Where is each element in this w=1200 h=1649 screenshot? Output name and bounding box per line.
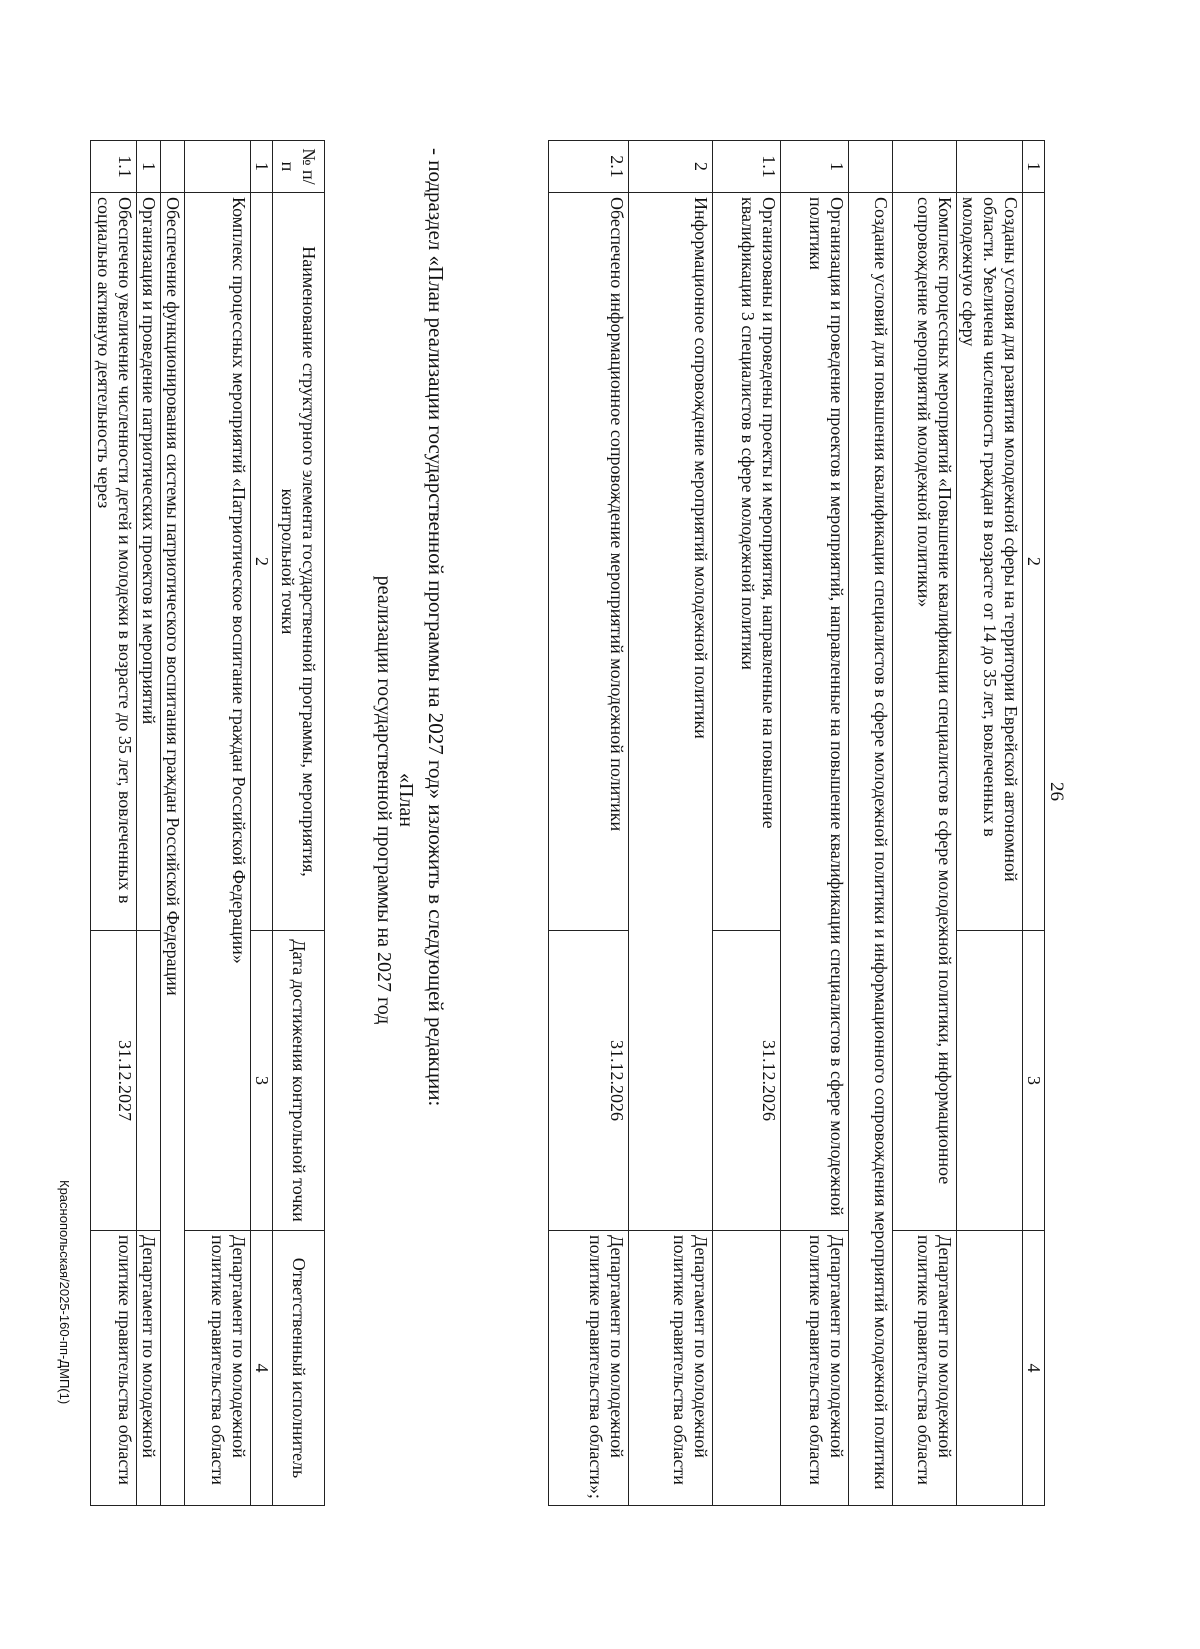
table-row	[185, 141, 251, 1506]
header-numbers-row	[251, 141, 273, 1506]
date-cell	[137, 931, 161, 1231]
name-cell: Обеспечено информационное сопровождение мероприятий молодежной политики	[549, 193, 629, 931]
name-cell: Созданы условия для развития молодежной сферы на территории Еврейской автономной области. Увеличена численность граждан в возрасте от 14 до 35 лет, вовлеченных в молодежную сферу	[957, 193, 1023, 931]
plan-title-line: реализации государственной программы на 2027 год	[373, 575, 395, 1025]
section-row	[849, 141, 893, 1506]
header-num-cell: 4	[251, 1231, 273, 1506]
name-cell: Организованы и проведены проекты и мероприятия, направленные на повышение квалификации 3 специалистов в сфере молодежной политики	[713, 193, 781, 931]
plan-table-2026	[548, 140, 1045, 1506]
header-num-cell: 1	[251, 141, 273, 193]
num-cell	[849, 141, 893, 193]
plan-title	[373, 250, 417, 1350]
executor-cell: политике правительства области	[91, 1231, 137, 1506]
name-cell: Комплекс процессных мероприятий «Повышение квалификации специалистов в сфере молодежной политики, информационное сопровождение мероприятий молодежной политики»	[893, 193, 957, 1231]
table-row	[137, 141, 161, 1506]
table-row	[713, 141, 781, 1506]
num-cell	[185, 141, 251, 193]
num-cell: 2	[629, 141, 713, 193]
header-num-cell: 2	[1023, 193, 1045, 931]
name-cell: Обеспечено увеличение численности детей и молодежи в возрасте до 35 лет, вовлеченных в социально активную деятельность через	[91, 193, 137, 931]
num-cell	[893, 141, 957, 193]
name-cell: Информационное сопровождение мероприятий молодежной политики	[629, 193, 713, 1231]
section-row	[161, 141, 185, 1506]
name-cell: Организация и проведение патриотических проектов и мероприятий	[137, 193, 161, 931]
date-cell	[957, 931, 1023, 1231]
header-num: № п/п	[273, 141, 325, 193]
name-cell: Организация и проведение проектов и мероприятий, направленные на повышение квалификации специалистов в сфере молодежной политики	[781, 193, 849, 1231]
header-num-cell: 1	[1023, 141, 1045, 193]
num-cell	[161, 141, 185, 193]
page-number: 26	[1046, 782, 1067, 801]
executor-cell: Департамент по молодежной	[137, 1231, 161, 1506]
num-cell: 1	[137, 141, 161, 193]
plan-title-line: «План	[395, 772, 417, 827]
name-cell: Комплекс процессных мероприятий «Патриотическое воспитание граждан Российской Федерации»	[185, 193, 251, 1231]
date-cell: 31.12.2026	[549, 931, 629, 1231]
section-cell: Создание условий для повышения квалификации специалистов в сфере молодежной политики и информационного сопровождения мероприятий молодежной политики	[849, 193, 893, 1506]
header-num-cell: 2	[251, 193, 273, 931]
header-executor: Ответственный исполнитель	[273, 1231, 325, 1506]
executor-cell: Департамент по молодежной политике правительства области	[185, 1231, 251, 1506]
document-footer: Краснопольская/2025-160-пп-ДМП(1)	[57, 1180, 72, 1405]
date-cell: 31.12.2026	[713, 931, 781, 1231]
table-row	[781, 141, 849, 1506]
header-name: Наименование структурного элемента государственной программы, мероприятия, контрольной точки	[273, 193, 325, 931]
executor-cell: Департамент по молодежной политике правительства области»;	[549, 1231, 629, 1506]
header-num-cell: 3	[251, 931, 273, 1231]
num-cell: 1.1	[713, 141, 781, 193]
header-date: Дата достижения контрольной точки	[273, 931, 325, 1231]
table-row	[91, 141, 137, 1506]
num-cell: 1	[781, 141, 849, 193]
num-cell	[957, 141, 1023, 193]
header-num-cell: 3	[1023, 931, 1045, 1231]
header-row	[273, 141, 325, 1506]
executor-cell: Департамент по молодежной политике правительства области	[781, 1231, 849, 1506]
table-row	[629, 141, 713, 1506]
header-num-cell: 4	[1023, 1231, 1045, 1506]
table-row	[549, 141, 629, 1506]
header-numbers-row	[1023, 141, 1045, 1506]
section-cell: Обеспечение функционирования системы патриотического воспитания граждан Российской Федерации	[161, 193, 185, 1506]
executor-cell: Департамент по молодежной политике правительства области	[629, 1231, 713, 1506]
num-cell: 1.1	[91, 141, 137, 193]
section-paragraph: - подраздел «План реализации государственной программы на 2027 год» изложить в следующей редакции:	[424, 148, 448, 1107]
table-row	[893, 141, 957, 1506]
executor-cell	[957, 1231, 1023, 1506]
num-cell: 2.1	[549, 141, 629, 193]
executor-cell: Департамент по молодежной политике правительства области	[893, 1231, 957, 1506]
plan-table-2027	[90, 140, 325, 1506]
executor-cell	[713, 1231, 781, 1506]
table-row	[957, 141, 1023, 1506]
date-cell: 31.12.2027	[91, 931, 137, 1231]
